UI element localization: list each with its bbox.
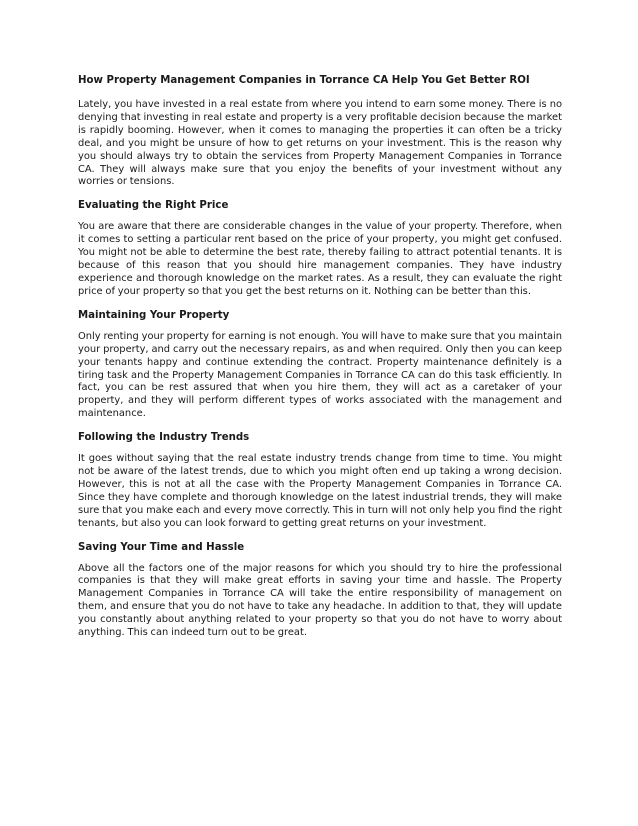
- section-heading: Maintaining Your Property: [78, 309, 230, 321]
- section-paragraph: You are aware that there are considerable changes in the value of your property. Therefore, when it comes to setting a particular rent based on the price of your property, you might get confused. You might not be able to determine the best rate, thereby failing to attract potential tenants. It is because of this reason that you should hire management companies. They have industry experience and thorough knowledge on the market rates. As a result, they can evaluate the right price of your property so that you get the best returns on it. Nothing can be better than this.: [78, 221, 562, 297]
- section-maintaining-property: [78, 309, 562, 421]
- section-heading: Following the Industry Trends: [78, 432, 250, 444]
- intro-paragraph: Lately, you have invested in a real estate from where you intend to earn some money. There is no denying that investing in real estate and property is a very profitable decision because the market is rapidly booming. However, when it comes to managing the properties it can often be a tricky deal, and you might be unsure of how to get returns on your investment. This is the reason why you should always try to obtain the services from Property Management Companies in Torrance CA. They will always make sure that you enjoy the benefits of your investment without any worries or tensions.: [78, 99, 562, 188]
- section-paragraph: It goes without saying that the real estate industry trends change from time to time. You might not be aware of the latest trends, due to which you might often end up taking a wrong decision. However, this is not at all the case with the Property Management Companies in Torrance CA. Since they have complete and thorough knowledge on the latest industrial trends, they will make sure that you make each and every move correctly. This in turn will not only help you find the right tenants, but also you can look forward to getting great returns on your investment.: [78, 453, 562, 529]
- section-paragraph: Above all the factors one of the major reasons for which you should try to hire the professional companies is that they will make great efforts in saving your time and hassle. The Property Management Companies in Torrance CA will take the entire responsibility of management on them, and ensure that you do not have to take any headache. In addition to that, they will update you constantly about anything related to your property so that you do not have to worry about anything. This can indeed turn out to be great.: [78, 562, 562, 639]
- section-industry-trends: [78, 431, 562, 530]
- section-paragraph: Only renting your property for earning is not enough. You will have to make sure that you maintain your property, and carry out the necessary repairs, as and when required. Only then you can keep your tenants happy and continue extending the contract. Property maintenance definitely is a tiring task and the Property Management Companies in Torrance CA can do this task efficiently. In fact, you can be rest assured that when you hire them, they will act as a caretaker of your property, and they will perform different types of works associated with the management and maintenance.: [78, 330, 562, 420]
- section-saving-time: [78, 541, 562, 640]
- document-title: How Property Management Companies in Torrance CA Help You Get Better ROI: [78, 75, 530, 86]
- section-heading: Evaluating the Right Price: [78, 200, 229, 212]
- section-heading: Saving Your Time and Hassle: [78, 541, 245, 553]
- section-evaluating-price: [78, 199, 562, 298]
- document-page: [78, 74, 562, 650]
